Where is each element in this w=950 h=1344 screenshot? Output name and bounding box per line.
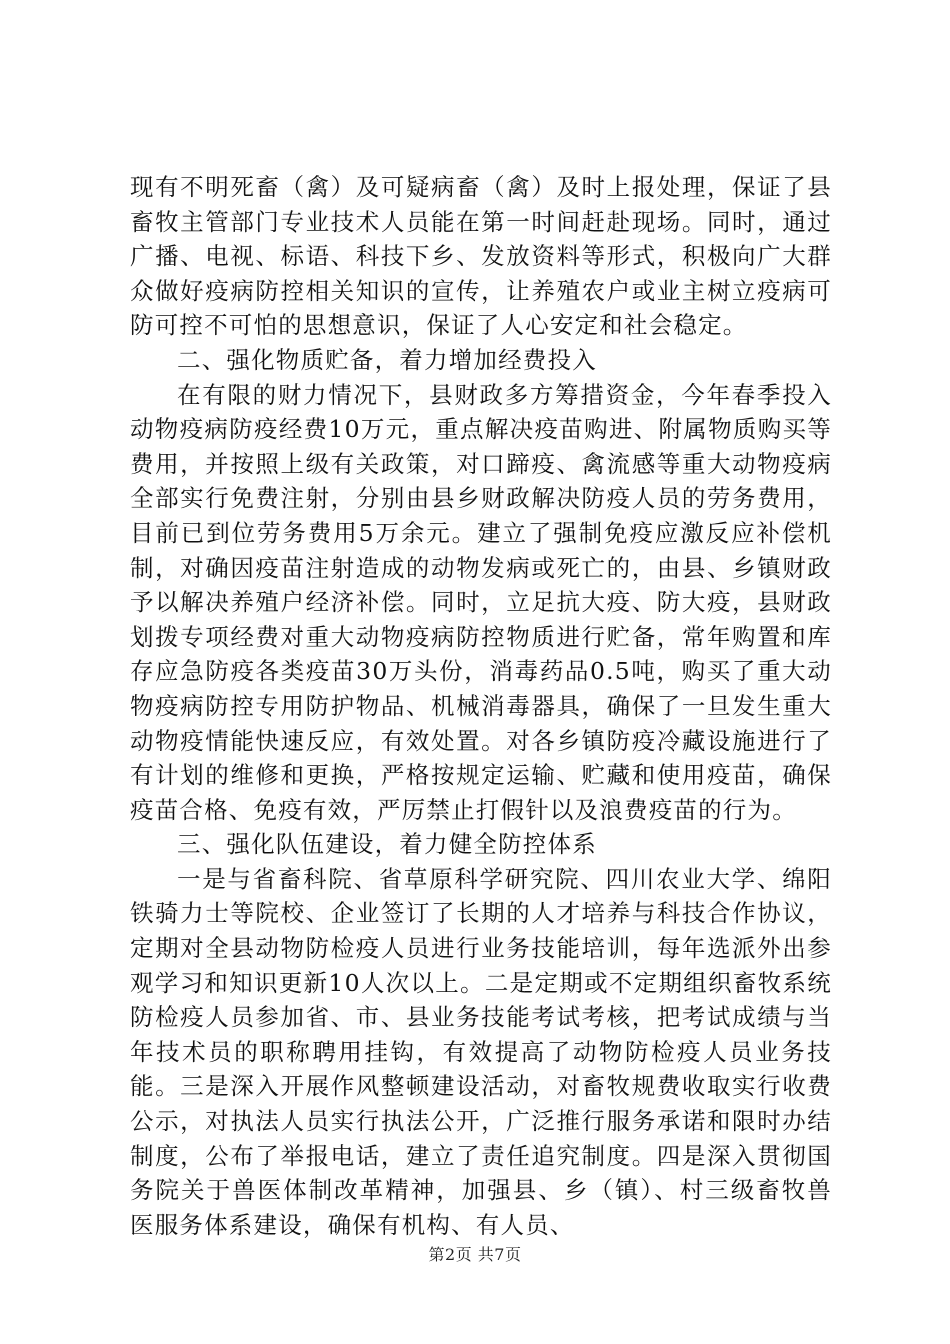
document-body [130,170,832,1242]
page-footer: 第2页 共7页 [428,1245,522,1264]
paragraph-funding: 在有限的财力情况下，县财政多方筹措资金，今年春季投入动物疫病防疫经费10万元，重点解决疫苗购进、附属物质购买等费用，并按照上级有关政策，对口蹄疫、禽流感等重大动物疫病全部实行免费注射，分别由县乡财政解决防疫人员的劳务费用，目前已到位劳务费用5万余元。建立了强制免疫应激反应补偿机制，对确因疫苗注射造成的动物发病或死亡的，由县、乡镇财政予以解决养殖户经济补偿。同时，立足抗大疫、防大疫，县财政划拨专项经费对重大动物疫病防控物质进行贮备，常年购置和库存应急防疫各类疫苗30万头份，消毒药品0.5吨，购买了重大动物疫病防控专用防护物品、机械消毒器具，确保了一旦发生重大动物疫情能快速反应，有效处置。对各乡镇防疫冷藏设施进行了有计划的维修和更换，严格按规定运输、贮藏和使用疫苗，确保疫苗合格、免疫有效，严厉禁止打假针以及浪费疫苗的行为。 [130,380,832,824]
section-heading-2: 二、强化物质贮备，着力增加经费投入 [177,345,597,374]
paragraph-team-building: 一是与省畜科院、省草原科学研究院、四川农业大学、绵阳铁骑力士等院校、企业签订了长期的人才培养与科技合作协议，定期对全县动物防检疫人员进行业务技能培训，每年选派外出参观学习和知识更新10人次以上。二是定期或不定期组织畜牧系统防检疫人员参加省、市、县业务技能考试考核，把考试成绩与当年技术员的职称聘用挂钩，有效提高了动物防检疫人员业务技能。三是深入开展作风整顿建设活动，对畜牧规费收取实行收费公示，对执法人员实行执法公开，广泛推行服务承诺和限时办结制度，公布了举报电话，建立了责任追究制度。四是深入贯彻国务院关于兽医体制改革精神，加强县、乡（镇）、村三级畜牧兽医服务体系建设，确保有机构、有人员、 [130,864,832,1239]
paragraph-continuation: 现有不明死畜（禽）及可疑病畜（禽）及时上报处理，保证了县畜牧主管部门专业技术人员能在第一时间赶赴现场。同时，通过广播、电视、标语、科技下乡、发放资料等形式，积极向广大群众做好疫病防控相关知识的宣传，让养殖农户或业主树立疫病可防可控不可怕的思想意识，保证了人心安定和社会稳定。 [130,173,832,340]
section-heading-3: 三、强化队伍建设，着力健全防控体系 [177,830,597,859]
